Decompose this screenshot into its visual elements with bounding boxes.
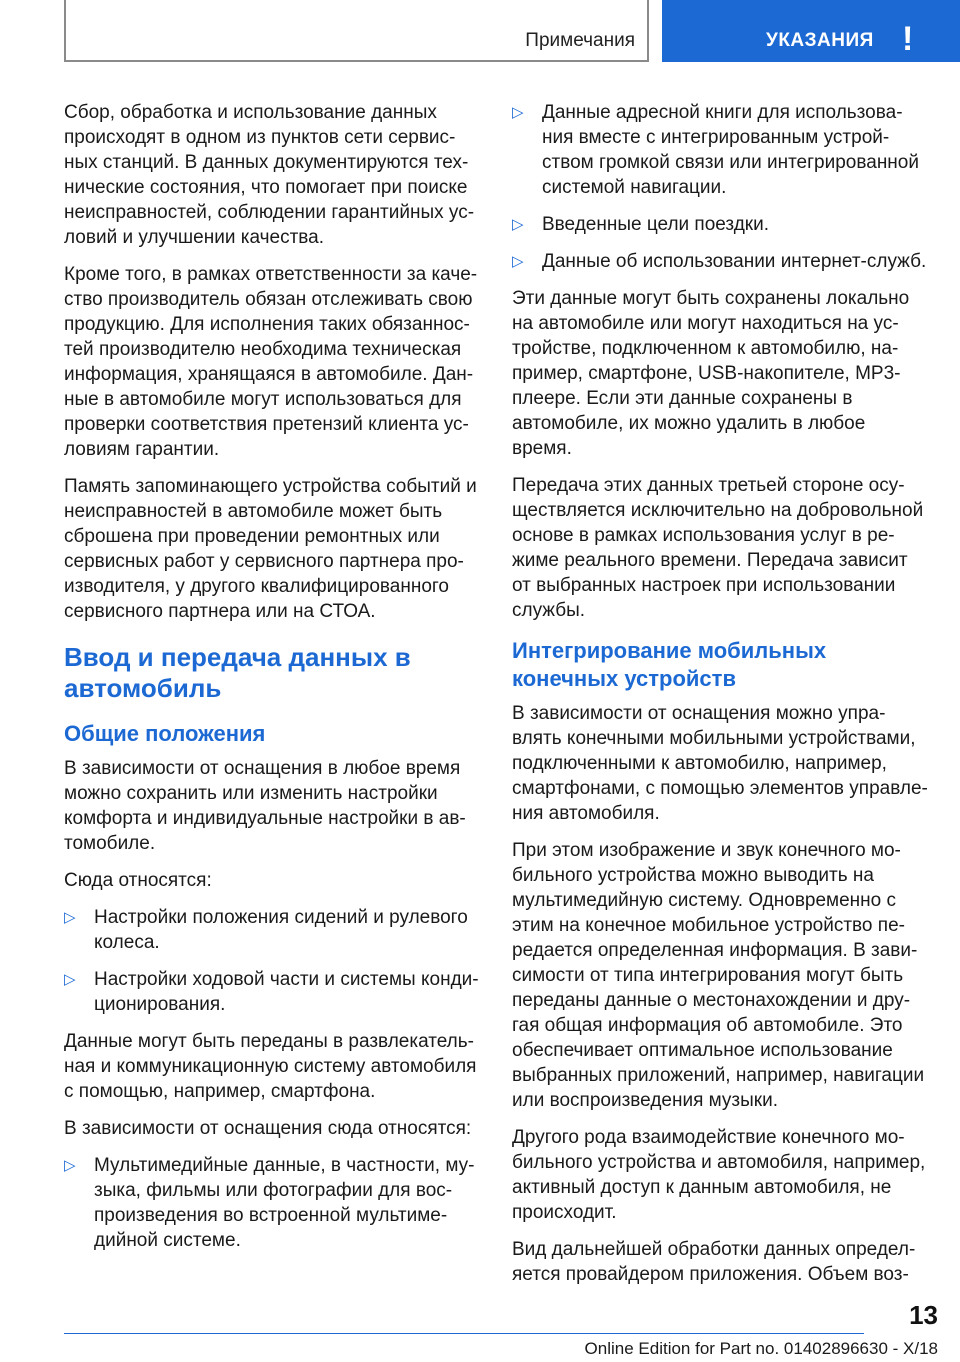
bullet-text: Данные об использовании интернет-служб.: [542, 251, 927, 272]
page-number: 13: [909, 1300, 938, 1330]
warning-icon: !: [902, 20, 914, 58]
subsection-heading: Интегрирование мобильных конечных устройств: [512, 638, 827, 691]
left-column: [64, 100, 480, 1265]
paragraph: Эти данные могут быть сохранены локально на автомобиле или могут находиться на ус-тройстве, подключенном к автомобилю, на-пример, смартфоне, USB-накопителе, MP3-плеере. Если эти данные сохранены в автомобиле, их можно удалить в любое время.: [512, 288, 910, 459]
triangle-bullet-icon: ▷: [512, 216, 524, 233]
paragraph: Память запоминающего устройства событий и неисправностей в автомобиле может быть сброшена при проведении ремонтных или сервисных работ у сервисного партнера про-изводителя, у другого квалифицированного сервисного партнера или на СТОА.: [64, 476, 477, 622]
footer-rule: [64, 1333, 864, 1334]
paragraph: В зависимости от оснащения сюда относятся:: [64, 1118, 472, 1139]
right-column: [512, 100, 928, 1299]
header-section-tab: [64, 0, 649, 62]
paragraph: Данные могут быть переданы в развлекатель-ная и коммуникационную систему автомобиля с помощью, например, смартфона.: [64, 1031, 477, 1102]
paragraph: Другого рода взаимодействие конечного мо-бильного устройства и автомобиля, например, активный доступ к данным автомобиля, не происходит.: [512, 1127, 926, 1223]
bullet-text: Данные адресной книги для использова-ния вместе с интегрированным устрой-ством громкой связи или интегрированной системой навигации.: [542, 102, 919, 198]
section-heading: Ввод и передача данных в автомобиль: [64, 642, 411, 703]
triangle-bullet-icon: ▷: [512, 253, 524, 270]
paragraph: Сбор, обработка и использование данных происходят в одном из пунктов сети сервис-ных станций. В данных документируются тех-нические состояния, что помогает при поиске неисправностей, соблюдении гарантийных ус-ловий и улучшении качества.: [64, 102, 475, 248]
paragraph: Вид дальнейшей обработки данных определ-яется провайдером приложения. Объем воз-: [512, 1239, 916, 1285]
paragraph: Кроме того, в рамках ответственности за каче-ство производитель обязан отслеживать свою продукцию. Для исполнения таких обязаннос-тей производителю необходима техническая информация, хранящаяся в автомобиле. Дан-ные в автомобиле могут использоваться для проверки соответствия претензий клиента ус-ловиям гарантии.: [64, 264, 478, 460]
header-chapter-tab: [662, 0, 960, 62]
paragraph: В зависимости от оснащения можно упра-влять конечными мобильными устройствами, подключенными к автомобилю, например, смартфонами, с помощью элементов управле-ния автомобиля.: [512, 703, 928, 824]
bullet-text: Настройки ходовой части и системы конди-ционирования.: [94, 969, 479, 1015]
header-section-label: Примечания: [525, 30, 635, 51]
paragraph: Передача этих данных третьей стороне осу-ществляется исключительно на добровольной основе в рамках использования услуг в ре-жиме реального времени. Передача зависит от выбранных настроек при использовании службы.: [512, 475, 924, 621]
triangle-bullet-icon: ▷: [512, 104, 524, 121]
paragraph: Сюда относятся:: [64, 870, 212, 891]
bullet-text: Мультимедийные данные, в частности, му-зыка, фильмы или фотографии для вос-произведения во встроенной мультиме-дийной системе.: [94, 1155, 475, 1251]
bullet-item: [512, 100, 928, 200]
header-chapter-label: УКАЗАНИЯ: [766, 30, 874, 51]
triangle-bullet-icon: ▷: [64, 909, 76, 926]
subsection-heading: Общие положения: [64, 721, 266, 746]
bullet-text: Введенные цели поездки.: [542, 214, 770, 235]
paragraph: При этом изображение и звук конечного мо-бильного устройства можно выводить на мультимедийную систему. Одновременно с этим на конечное мобильное устройство пе-редается определенная информация. В зави-симости от типа интегрирования могут быть переданы данные о местонахождении и дру-гая общая информация об автомобиле. Это обеспечивает оптимальное использование выбранных приложений, например, навигации или воспроизведения музыки.: [512, 840, 925, 1111]
footer-edition-text: Online Edition for Part no. 01402896630 - X/18: [584, 1339, 938, 1358]
paragraph: В зависимости от оснащения в любое время можно сохранить или изменить настройки комфорта и индивидуальные настройки в ав-томобиле.: [64, 758, 466, 854]
bullet-text: Настройки положения сидений и рулевого колеса.: [94, 907, 468, 953]
bullet-item: [64, 905, 480, 955]
bullet-item: [64, 967, 480, 1017]
bullet-item: [512, 212, 928, 237]
bullet-item: [512, 249, 928, 274]
bullet-item: [64, 1153, 480, 1253]
triangle-bullet-icon: ▷: [64, 1157, 76, 1174]
triangle-bullet-icon: ▷: [64, 971, 76, 988]
